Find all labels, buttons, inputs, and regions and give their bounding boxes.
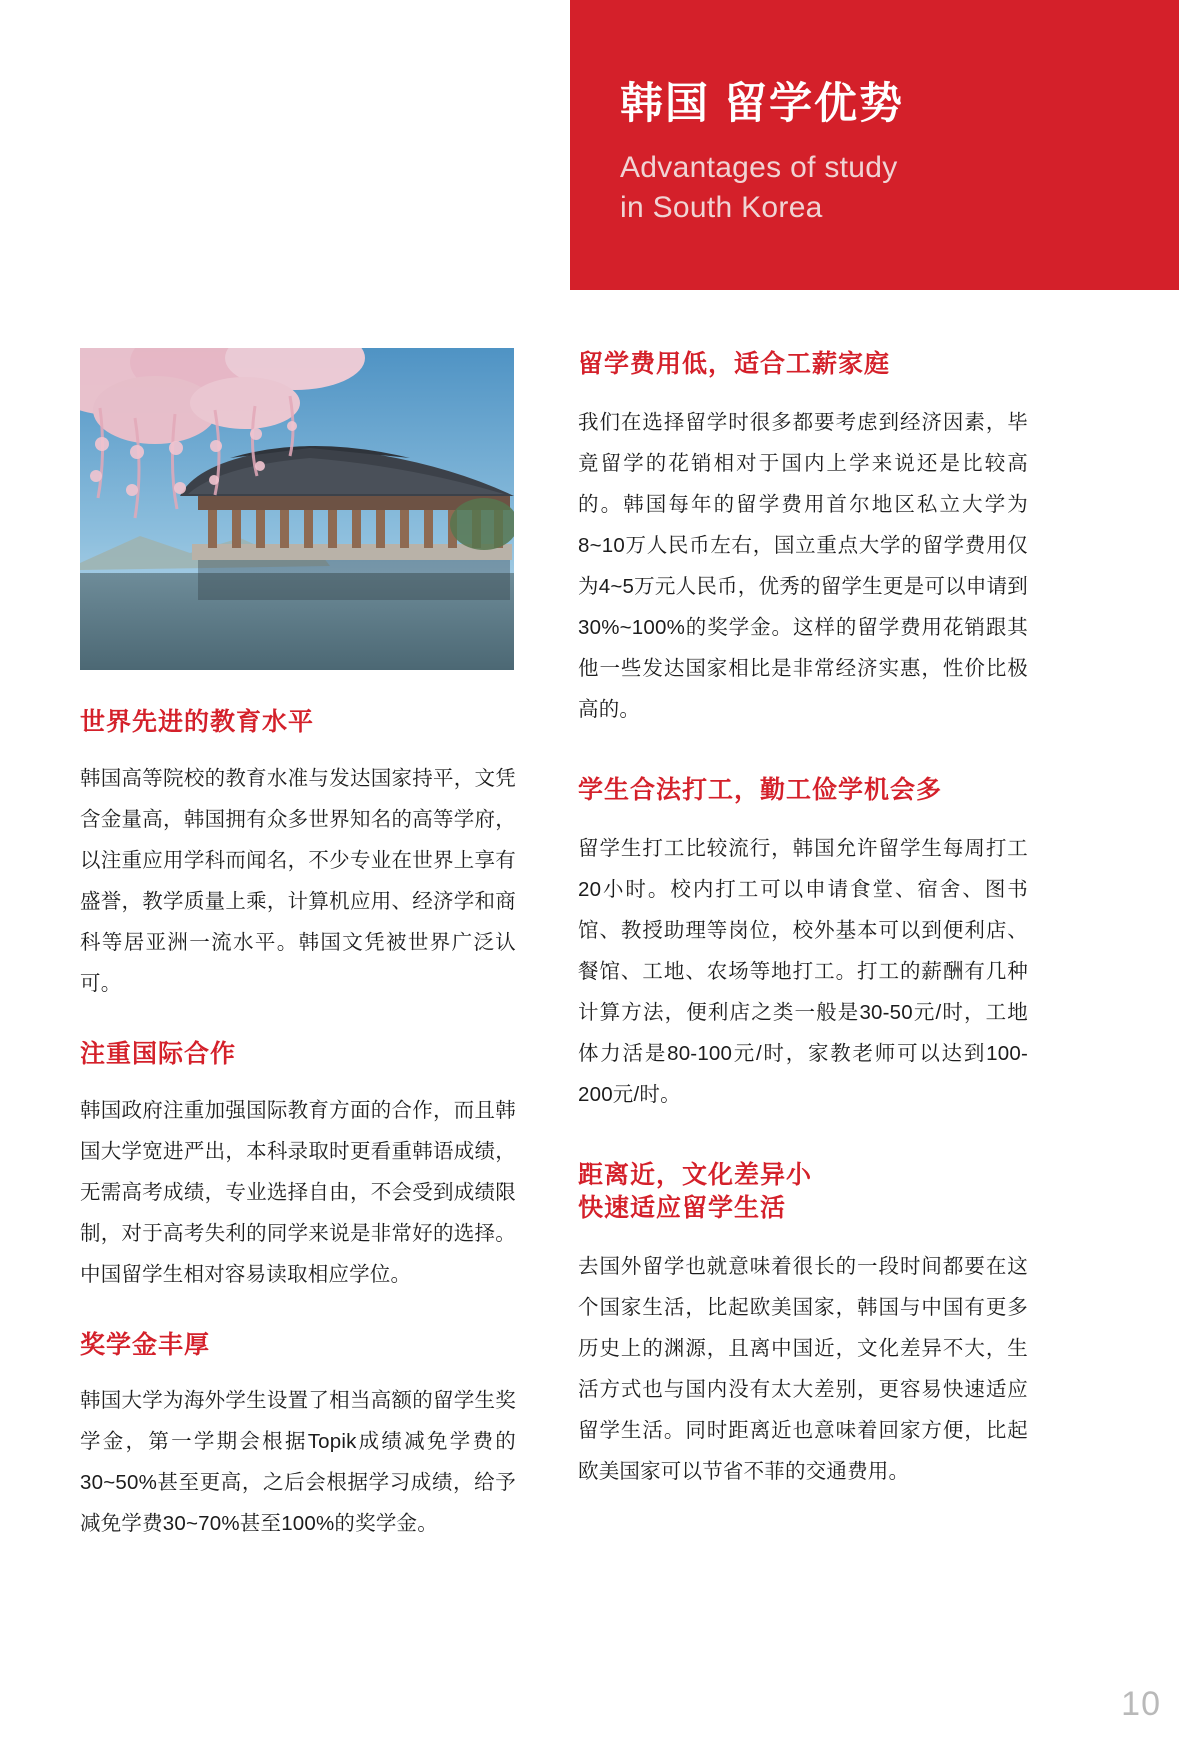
page-subtitle-line-2: in South Korea — [620, 191, 823, 225]
photo-illustration — [80, 348, 514, 670]
section-title — [578, 348, 1028, 382]
section-proximity-culture — [578, 1159, 1028, 1493]
page-subtitle-line-1: Advantages of study — [620, 150, 898, 184]
section-part-time-work — [578, 774, 1028, 1115]
left-column — [80, 706, 516, 1578]
section-body: 我们在选择留学时很多都要考虑到经济因素，毕竟留学的花销相对于国内上学来说还是比较高的。韩国每年的留学费用首尔地区私立大学为8~10万人民币左右，国立重点大学的留学费用仅为4~5万元人民币，优秀的留学生更是可以申请到30%~100%的奖学金。这样的留学费用花销跟其他一些发达国家相比是非常经济实惠，性价比极高的。 — [578, 410, 1028, 721]
section-body: 留学生打工比较流行，韩国允许留学生每周打工20小时。校内打工可以申请食堂、宿舍、图书馆、教授助理等岗位，校外基本可以到便利店、餐馆、工地、农场等地打工。打工的薪酬有几种计算方法，便利店之类一般是30-50元/时，工地体力活是80-100元/时，家教老师可以达到100-200元/时。 — [578, 836, 1028, 1106]
section-title: 世界先进的教育水平 — [80, 708, 315, 736]
section-title — [578, 1159, 1028, 1227]
section-title-line-2: 快速适应留学生活 — [578, 1194, 787, 1223]
section-title-line-1: 留学费用低，适合工薪家庭 — [578, 350, 891, 378]
section-title: 奖学金丰厚 — [80, 1330, 211, 1359]
section-scholarship — [80, 1329, 516, 1545]
section-body: 韩国政府注重加强国际教育方面的合作，而且韩国大学宽进严出，本科录取时更看重韩语成绩，无需高考成绩，专业选择自由，不会受到成绩限制，对于高考失利的同学来说是非常好的选择。中国留学生相对容易读取相应学位。 — [80, 1098, 516, 1286]
page-number: 10 — [1121, 1685, 1161, 1723]
header-banner — [570, 0, 1179, 290]
korea-palace-photo — [80, 348, 514, 670]
section-education-level — [80, 706, 516, 1004]
section-body: 韩国大学为海外学生设置了相当高额的留学生奖学金，第一学期会根据Topik成绩减免学费的30~50%甚至更高，之后会根据学习成绩，给予减免学费30~70%甚至100%的奖学金。 — [80, 1389, 516, 1536]
section-title: 注重国际合作 — [80, 1039, 237, 1068]
section-title-line-1: 学生合法打工，勤工俭学机会多 — [578, 775, 943, 804]
section-title — [578, 774, 1028, 808]
page-title: 韩国 留学优势 — [620, 80, 904, 128]
section-body: 韩国高等院校的教育水准与发达国家持平，文凭含金量高，韩国拥有众多世界知名的高等学府，以注重应用学科而闻名，不少专业在世界上享有盛誉，教学质量上乘，计算机应用、经济学和商科等居亚洲一流水平。韩国文凭被世界广泛认可。 — [80, 766, 516, 995]
page-subtitle — [620, 148, 1179, 229]
section-low-cost — [578, 348, 1028, 730]
section-international-cooperation — [80, 1038, 516, 1295]
section-title-line-1: 距离近，文化差异小 — [578, 1160, 813, 1189]
right-column — [578, 348, 1028, 1536]
section-body: 去国外留学也就意味着很长的一段时间都要在这个国家生活，比起欧美国家，韩国与中国有更多历史上的渊源，且离中国近，文化差异不大，生活方式也与国内没有太大差别，更容易快速适应留学生活。同时距离近也意味着回家方便，比起欧美国家可以节省不菲的交通费用。 — [578, 1255, 1028, 1483]
